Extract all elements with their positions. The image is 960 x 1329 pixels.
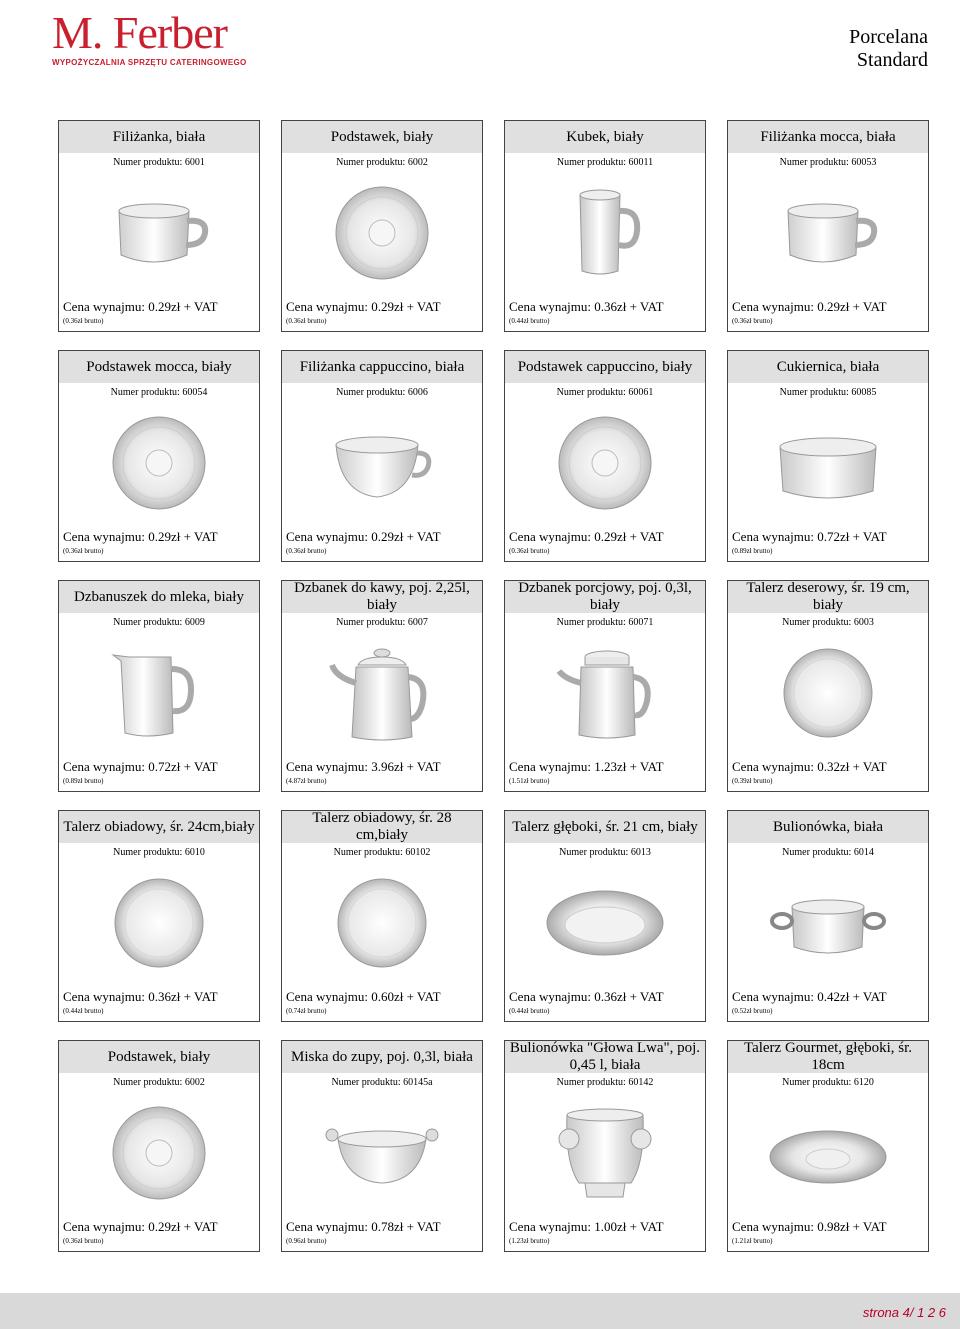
product-price: Cena wynajmu: 0.78zł + VAT	[286, 1219, 441, 1234]
lion-head-bowl-icon	[545, 1103, 665, 1203]
product-number: Numer produktu: 60142	[556, 1077, 654, 1088]
product-price: Cena wynajmu: 0.29zł + VAT	[63, 529, 218, 544]
product-price-brutto: (1.23zł brutto)	[509, 1237, 550, 1245]
cup-icon	[99, 183, 219, 283]
product-card	[281, 120, 483, 332]
soup-cup-icon	[768, 873, 888, 973]
product-number: Numer produktu: 6001	[113, 157, 205, 168]
product-number: Numer produktu: 60085	[779, 387, 877, 398]
product-name: Dzbanek porcjowy, poj. 0,3l, biały	[505, 581, 705, 613]
product-number: Numer produktu: 60061	[556, 387, 654, 398]
product-card	[727, 120, 929, 332]
product-card	[58, 350, 260, 562]
product-name: Podstawek mocca, biały	[59, 351, 259, 383]
page-title-line1: Porcelana	[849, 26, 928, 48]
cup-icon	[768, 183, 888, 283]
product-number: Numer produktu: 6002	[113, 1077, 205, 1088]
product-price: Cena wynajmu: 0.42zł + VAT	[732, 989, 887, 1004]
product-number: Numer produktu: 60145a	[331, 1077, 433, 1088]
product-card	[727, 580, 929, 792]
product-price-brutto: (0.36zł brutto)	[63, 317, 104, 325]
sugar-bowl-icon	[768, 413, 888, 513]
product-card	[58, 120, 260, 332]
plate-icon	[99, 873, 219, 973]
product-number: Numer produktu: 6009	[113, 617, 205, 628]
page-title	[849, 26, 928, 72]
product-card	[281, 810, 483, 1022]
product-price: Cena wynajmu: 0.32zł + VAT	[732, 759, 887, 774]
product-card	[58, 1040, 260, 1252]
product-name: Cukiernica, biała	[728, 351, 928, 383]
product-price: Cena wynajmu: 0.36zł + VAT	[63, 989, 218, 1004]
saucer-icon	[99, 413, 219, 513]
saucer-icon	[99, 1103, 219, 1203]
product-price: Cena wynajmu: 1.00zł + VAT	[509, 1219, 664, 1234]
product-price: Cena wynajmu: 0.29zł + VAT	[63, 299, 218, 314]
product-price: Cena wynajmu: 0.29zł + VAT	[63, 1219, 218, 1234]
product-number: Numer produktu: 6006	[336, 387, 428, 398]
product-name: Filiżanka cappuccino, biała	[282, 351, 482, 383]
product-price: Cena wynajmu: 0.72zł + VAT	[63, 759, 218, 774]
plate-icon	[322, 873, 442, 973]
product-price-brutto: (0.44zł brutto)	[509, 1007, 550, 1015]
product-number: Numer produktu: 6007	[336, 617, 428, 628]
product-price-brutto: (0.96zł brutto)	[286, 1237, 327, 1245]
deep-plate-icon	[545, 873, 665, 973]
product-name: Filiżanka, biała	[59, 121, 259, 153]
product-card	[504, 810, 706, 1022]
product-card	[727, 1040, 929, 1252]
product-price-brutto: (0.44zł brutto)	[509, 317, 550, 325]
product-number: Numer produktu: 6014	[782, 847, 874, 858]
product-price-brutto: (1.21zł brutto)	[732, 1237, 773, 1245]
product-card	[727, 350, 929, 562]
product-price-brutto: (0.39zł brutto)	[732, 777, 773, 785]
product-number: Numer produktu: 6013	[559, 847, 651, 858]
brand-name: M. Ferber	[52, 7, 227, 58]
product-price-brutto: (0.36zł brutto)	[509, 547, 550, 555]
product-name: Bulionówka, biała	[728, 811, 928, 843]
product-name: Podstawek, biały	[59, 1041, 259, 1073]
product-price-brutto: (1.51zł brutto)	[509, 777, 550, 785]
milk-jug-icon	[99, 643, 219, 743]
product-name: Podstawek, biały	[282, 121, 482, 153]
product-name: Talerz obiadowy, śr. 24cm,biały	[59, 811, 259, 843]
product-price: Cena wynajmu: 0.29zł + VAT	[509, 529, 664, 544]
soup-bowl-icon	[322, 1103, 442, 1203]
product-price: Cena wynajmu: 0.29zł + VAT	[286, 299, 441, 314]
product-number: Numer produktu: 60102	[333, 847, 431, 858]
product-name: Kubek, biały	[505, 121, 705, 153]
page-title-line2: Standard	[856, 49, 928, 71]
product-price-brutto: (0.44zł brutto)	[63, 1007, 104, 1015]
product-name: Talerz Gourmet, głęboki, śr. 18cm	[728, 1041, 928, 1073]
gourmet-plate-icon	[768, 1103, 888, 1203]
product-card	[281, 580, 483, 792]
product-card	[504, 1040, 706, 1252]
mug-icon	[545, 183, 665, 283]
product-card	[504, 350, 706, 562]
product-price: Cena wynajmu: 0.36zł + VAT	[509, 299, 664, 314]
product-price-brutto: (0.89zł brutto)	[732, 547, 773, 555]
brand-tagline: WYPOŻYCZALNIA SPRZĘTU CATERINGOWEGO	[52, 58, 247, 67]
product-number: Numer produktu: 6002	[336, 157, 428, 168]
page-footer	[0, 1293, 960, 1329]
product-price: Cena wynajmu: 3.96zł + VAT	[286, 759, 441, 774]
product-price-brutto: (0.89zł brutto)	[63, 777, 104, 785]
product-price: Cena wynajmu: 0.60zł + VAT	[286, 989, 441, 1004]
plate-icon	[768, 643, 888, 743]
product-name: Miska do zupy, poj. 0,3l, biała	[282, 1041, 482, 1073]
product-card	[504, 120, 706, 332]
product-name: Bulionówka "Głowa Lwa", poj. 0,45 l, biała	[505, 1041, 705, 1073]
product-card	[58, 580, 260, 792]
product-number: Numer produktu: 6003	[782, 617, 874, 628]
product-name: Podstawek cappuccino, biały	[505, 351, 705, 383]
product-card	[281, 1040, 483, 1252]
product-price: Cena wynajmu: 1.23zł + VAT	[509, 759, 664, 774]
product-card	[504, 580, 706, 792]
product-card	[281, 350, 483, 562]
product-price: Cena wynajmu: 0.98zł + VAT	[732, 1219, 887, 1234]
product-price-brutto: (0.36zł brutto)	[286, 547, 327, 555]
product-price-brutto: (0.74zł brutto)	[286, 1007, 327, 1015]
product-card	[58, 810, 260, 1022]
saucer-icon	[322, 183, 442, 283]
product-number: Numer produktu: 6010	[113, 847, 205, 858]
product-name: Dzbanek do kawy, poj. 2,25l, biały	[282, 581, 482, 613]
product-number: Numer produktu: 60053	[779, 157, 877, 168]
product-price: Cena wynajmu: 0.29zł + VAT	[286, 529, 441, 544]
product-number: Numer produktu: 60054	[110, 387, 208, 398]
product-name: Talerz obiadowy, śr. 28 cm,biały	[282, 811, 482, 843]
product-price: Cena wynajmu: 0.72zł + VAT	[732, 529, 887, 544]
product-name: Talerz deserowy, śr. 19 cm, biały	[728, 581, 928, 613]
company-logo	[52, 7, 252, 72]
product-price-brutto: (4.87zł brutto)	[286, 777, 327, 785]
page-number: strona 4/ 1 2 6	[862, 1305, 946, 1320]
cappuccino-cup-icon	[322, 413, 442, 513]
product-price-brutto: (0.36zł brutto)	[63, 1237, 104, 1245]
product-name: Filiżanka mocca, biała	[728, 121, 928, 153]
small-pot-icon	[545, 643, 665, 743]
product-number: Numer produktu: 6120	[782, 1077, 874, 1088]
product-price-brutto: (0.36zł brutto)	[286, 317, 327, 325]
saucer-icon	[545, 413, 665, 513]
product-price: Cena wynajmu: 0.29zł + VAT	[732, 299, 887, 314]
product-card	[727, 810, 929, 1022]
product-number: Numer produktu: 60011	[556, 157, 654, 168]
product-name: Talerz głęboki, śr. 21 cm, biały	[505, 811, 705, 843]
product-name: Dzbanuszek do mleka, biały	[59, 581, 259, 613]
product-number: Numer produktu: 60071	[556, 617, 654, 628]
product-price-brutto: (0.52zł brutto)	[732, 1007, 773, 1015]
product-price-brutto: (0.36zł brutto)	[63, 547, 104, 555]
coffee-pot-icon	[322, 643, 442, 743]
product-price: Cena wynajmu: 0.36zł + VAT	[509, 989, 664, 1004]
product-price-brutto: (0.36zł brutto)	[732, 317, 773, 325]
